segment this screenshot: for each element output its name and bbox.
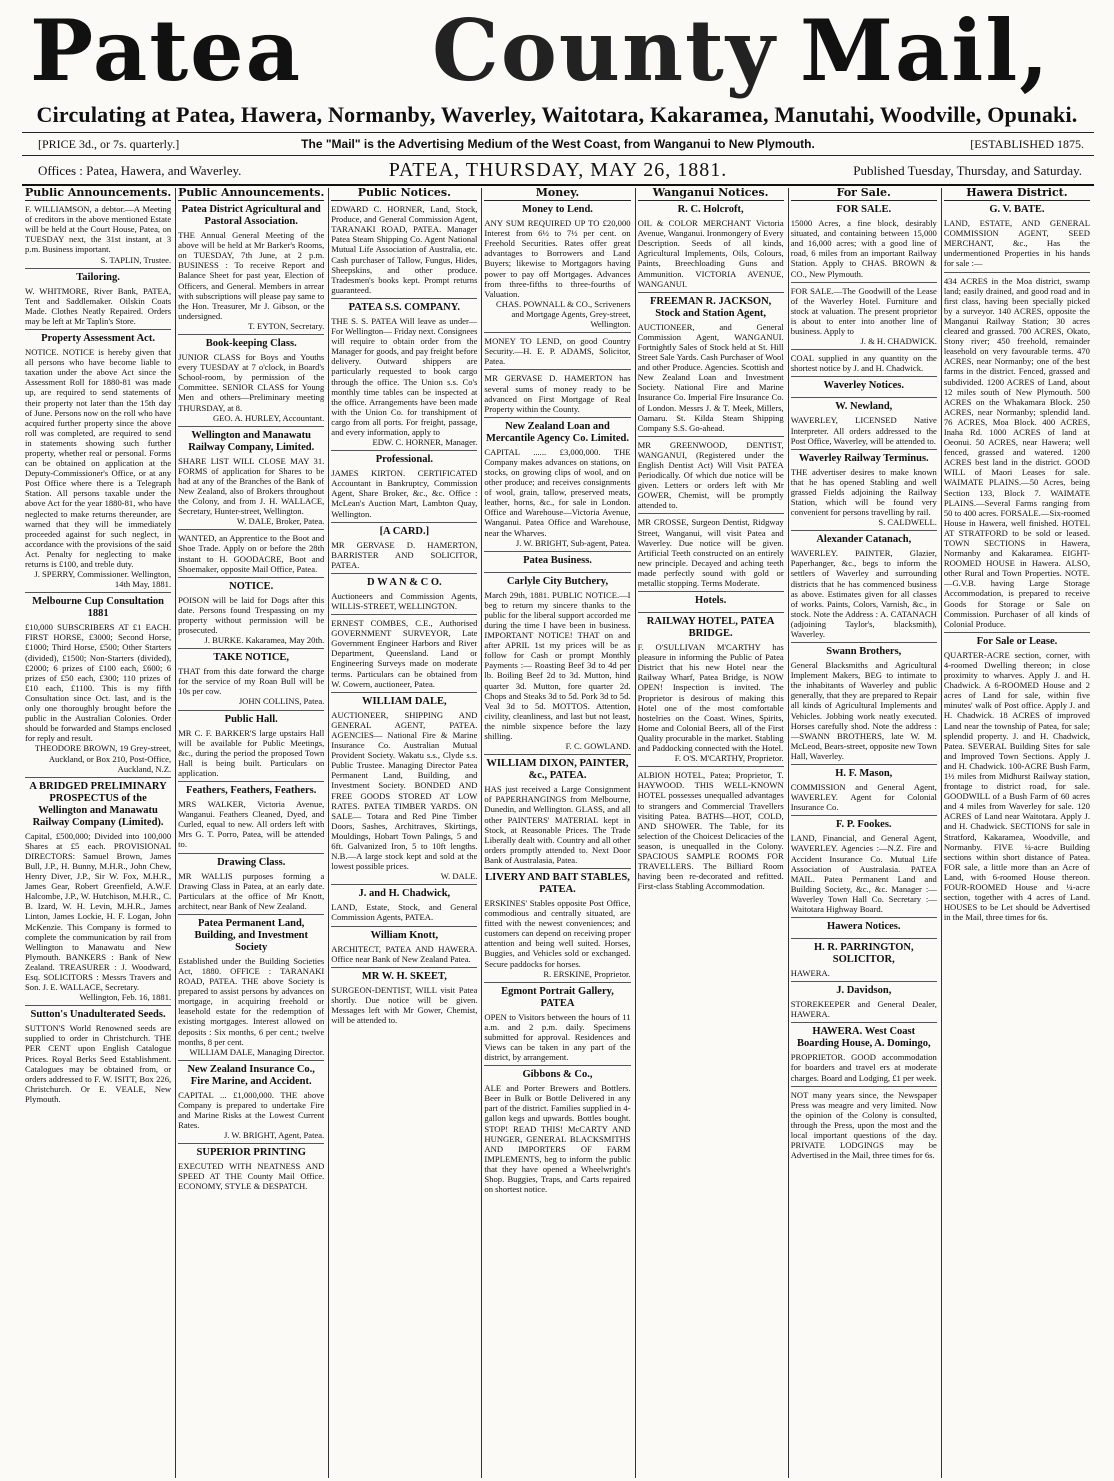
ad-signature: J. SPERRY, Commissioner. Wellington, 14th May, 1881. [34,569,172,590]
advertisement [791,1090,937,1164]
ad-heading: Wellington and Manawatu Railway Company, Limited. [188,429,315,453]
ad-heading: Sutton's Unadulterated Seeds. [30,1009,166,1021]
ad-heading: W. Newland, [835,401,893,413]
established: [ESTABLISHED 1875. [970,137,1084,151]
ad-text: Capital, £500,000; Divided into 100,000 Shares at £5 each. PROVISIONAL DIRECTORS: Samuel Brown, James Bull, J.P., H. Bunny, M.H.R., John Chew, Henry Diver, J.P., Sir W. Fox, M.H.R., James Gear, Robert Greenfield, A.W.F. Halcombe, J.P., W. Hutchison, M.H.R., C. B. Izard, W. H. Levin, M.H.R., James Linton, James Lockie, H. F. Logan, John McKenzie. This Company is formed to complete the communication by rail from Wellington to Manawatu and New Plymouth. BANKERS : Bank of New Zealand. TREASURER : J. Woodward, Esq. SOLICITORS : Messrs Travers and Son. J. E. WALLACE, Secretary. [25,830,172,993]
ad-text: SURGEON-DENTIST, WILL visit Patea shortly. Due notice will be given. Messages left with Mr Gower, Chemist, will be attended to. [331,984,478,1025]
advertisement [25,272,171,330]
ad-text: EDWARD C. HORNER, Land, Stock, Produce, and General Commission Agent, TARANAKI ROAD, PATEA. Manager Patea Steam Shipping Co. Agent National Mutual Life Association of Australia, etc. Cash purchaser of Tallow, Fungus, Hides, Sheepskins, and other produce. Tradesmen's books kept. Prompt returns guaranteed. [331,204,478,295]
advertisement [331,971,477,1028]
advertisement [331,618,477,693]
ad-heading: FREEMAN R. JACKSON, Stock and Station Agent, [649,295,772,319]
column [25,188,171,1478]
column [484,188,630,1478]
subline [22,137,1094,153]
ad-text: AUCTIONEER, SHIPPING AND GENERAL AGENT, PATEA. AGENCIES— National Fire & Marine Insurance Co. Australian Mutual Provident Society. Wakatu s.s., Clyde s.s. Public Trustee. Managing Director Patea Permanent Land, Building, and Investment Society. BONDED AND FREE GOODS STORED AT LOW RATES. PATEA TIMBER YARDS. ON SALE— Totara and Red Pine Timber Doors, Sashes, Architraves, Skirtings, Mouldings, Hobart Town Palings, 5 and 6ft. Galvanized Iron, 5 to 10ft lengths. N.B.—A large stock kept and sold at the lowest possible prices. [331,709,478,872]
ad-heading: Melbourne Cup Consultation 1881 [32,596,164,620]
ad-text: QUARTER-ACRE section, corner, with 4-roomed Dwelling thereon; in close proximity to wharves. Apply J. and H. Chadwick. A 6-ROOMED House and 2 acres of Land for sale, within five minutes' walk of Post office. Apply J. and H. Chadwick. 18 ACRES of improved Land near the township of Patea, for sale; splendid property. J. and H. Chadwick, Patea. SEVERAL Building Sites for sale and Improved Town Sections. Apply J. and H. Chadwick. 100-ACRE Bush Farm, 1½ miles from Midhurst Railway station, frontage to district road, for sale. GOODWILL of a Bush Farm of 60 acres and 4 miles from Waverley for sale. 120 ACRES of Land near Waitotara. Apply J. and H. Chadwick. SECTIONS for sale in Stratford, Kakaramea, Woodville, and Normanby. FIVE ¼-acre Building sections within short distance of Patea. FOR sale, a little more than an Acre of Land, with 6-roomed House thereon. FOUR-ROOMED House and ¼-acre section, together with 4 acres of Land. HOUSES to be Let should be Advertised in the Mail, three times for 6s. [943,649,1090,923]
ad-heading: PATEA S.S. COMPANY. [348,301,461,313]
ad-text: STOREKEEPER and General Dealer, HAWERA. [790,999,937,1020]
advertisement [178,1064,324,1144]
advertisement [791,401,937,449]
ad-text: F. O'SULLIVAN M'CARTHY has pleasure in informing the Public of Patea District that his new Hotel near the Railway Wharf, Patea Bridge, is NOW OPEN! Inspection is invited. The Proprietor is desirous of making this Hotel one of the most comfortable hostelries on the Coast. Wines, Spirits, Home and Colonial Beers, all of the First Quality procurable in the market. Stabling and Paddocking connected with the Hotel. [637,642,784,754]
advertisement [944,204,1090,272]
ad-heading: New Zealand Loan and Mercantile Agency Co. Limited. [485,420,629,444]
ad-text: ALBION HOTEL, Patea; Proprietor, T. HAYWOOD. THIS WELL-KNOWN HOTEL possesses unequalled advantages to strangers and Commercial Travellers visiting Patea. BATHS—HOT, COLD, AND SHOWER. The Table, for its selection of the Choicest Delicacies of the season, is unequalled in the Colony. SPACIOUS SAMPLE ROOMS FOR TRAVELLERS. The Billiard Room having been re-decorated and refitted. First-class Stabling Accommodation. [637,770,784,892]
ad-text: 15000 Acres, a fine block, desirably situated, and containing between 15,000 and 16,000 acres; with a good line of road, 6 miles from an important Railway Station. Apply to CHAS. BROWN & CO., New Plymouth. [790,218,937,279]
ad-text: WAVERLEY, LICENSED Native Interpreter. All orders addressed to the Post Office, Waverley, will be attended to. [790,415,937,446]
ad-text: AUCTIONEER, and General Commission Agent, WANGANUI. Fortnightly Sales of Stock held at St. Hill Street Sale Yards. Cash Purchaser of Wool and other Produce. Agencies. Scottish and New Zealand Loan and Investment Society. National Fire and Marine Insurance Co. Imperial Fire Insurance Co. of London. Messrs J. & T. Meek, Millers, Oamaru. St. Kilda Steam Shipping Company S.S. Go-ahead. [637,321,784,433]
advertisement [331,302,477,451]
ad-text: THE advertiser desires to make known that he has opened Stabling and well grassed Fields adjoining the Railway Station, which will be found very convenient for persons travelling by rail. [790,466,937,518]
ad-signature: GEO. A. HURLEY, Accountant. [212,412,325,423]
advertisement [178,857,324,915]
advertisement [178,533,324,577]
ad-text: OPEN to Visitors between the hours of 11 a.m. and 2 p.m. daily. Specimens submitted for approval. Residences and Views can be taken in any part of the district, by arrangement. [484,1011,631,1063]
advertisement [638,440,784,515]
column-rule [328,188,329,1478]
ad-text: LAND, Estate, Stock, and General Commission Agents, PATEA. [331,902,478,923]
column-heading: Public Announcements. [25,188,171,201]
ad-text: MRS WALKER, Victoria Avenue, Wanganui. Feathers Cleaned, Dyed, and Curled, equal to new. All orders left with Mrs G. T. Porro, Patea, will be attended to. [178,799,325,850]
ad-text: ERNEST COMBES, C.E., Authorised GOVERNMENT SURVEYOR, Late Government Engineer Harbors and River Department, Queensland. Land or Engineering Surveys made on moderate terms. Particulars can be obtained from W. Cowern, auctioneer, Patea. [331,618,478,689]
ad-text: NOTICE. NOTICE is hereby given that all persons who have become liable to taxation under the above Act since the Assessment Roll for 1880-81 was made up, are required to send statements of their property not later than the 15th day of June. Persons now on the roll who have acquired further property since the above roll was completed, are required to send in statements showing such further property, whether real or personal. Forms can be obtained on application at the Deputy-Commissioner's Office, or at any Post Office where there is a Telegraph Station. All persons taxable under the above Act for the year 1880-81, who have neglected to make returns thereunder, are warned that they will be immediately proceeded against for such neglect, in accordance with the provisions of the said Act. Penalty for neglecting to make returns is £100, and treble duty. [25,347,172,569]
ad-text: F. WILLIAMSON, a debtor.—A Meeting of creditors in the above mentioned Estate will be held at the Court House, Patea, on TUESDAY next, the 31st instant, at 3 p.m. Business important. [25,204,172,255]
ad-heading: Carlyle City Butchery, [506,575,609,587]
advertisement [791,353,937,377]
ad-signature: J. W. BRIGHT, Agent, Patea. [223,1130,325,1141]
ad-text: LAND, Financial, and General Agent, WAVERLEY. Agencies :—N.Z. Fire and Accident Insurance Co. Mutual Life Association of Australasia. PATEA MAIL. Patea Permanent Land and Building Society, &c., &c. Manager :—Waverley Town Hall Co. Secretary :—Waitotara Highway Board. [790,833,937,914]
ad-text: EXECUTED WITH NEATNESS AND SPEED AT THE County Mail Office. ECONOMY, STYLE & DESPATCH. [178,1161,325,1192]
advertisement [638,517,784,592]
ad-heading: RAILWAY HOTEL, PATEA BRIDGE. [646,616,775,640]
ad-text: MR GREENWOOD, DENTIST, WANGANUI, (Registered under the English Dentist Act) Will Visit PATEA Periodically. Of which due notice will be given. Letters or orders left with Mr GOWER, Chemist, will be promptly attended to. [637,439,784,511]
ad-text: PROPRIETOR. GOOD accommodation for boarders and travel ers at moderate charges. Board and Lodging, £1 per week. [790,1052,937,1083]
column [791,188,937,1478]
ad-heading: Drawing Class. [217,856,286,868]
ad-heading: Patea Business. [523,554,592,566]
ad-text: Auctioneers and Commission Agents, WILLIS-STREET, WELLINGTON. [331,590,478,611]
ad-heading: Hotels. [695,595,727,607]
ad-text: THAT from this date forward the charge for the service of my Roan Bull will be 10s per cow. [178,666,325,697]
ad-signature: W. DALE. [440,871,478,882]
advertisement [791,768,937,816]
newspaper-title [0,2,1114,100]
ad-text: FOR SALE.—The Goodwill of the Lease of the Waverley Hotel. Furniture and stock at valuation. The present proprietor is about to enter into another line of business. Apply to [790,285,937,337]
advertisement [484,872,630,983]
column-rule [941,188,942,1478]
advertisement [638,204,784,293]
advertisement [791,1026,937,1086]
advertisement [178,1147,324,1194]
ad-heading: Public Hall. [224,713,278,725]
rule [22,155,1094,156]
ad-text: THE S. S. PATEA Will leave as under— For Wellington— Friday next. Consignees will require to obtain order from the Manager for goods, and pay freight before delivery. Outward shippers are particularly requested to book cargo through the office. The Union s.s. Co's monthly time tables can be inspected at the office. Arrangements have been made with the Union Co. for transhipment of cargo from all ports. For freight, passage, and every information, apply to [331,315,478,437]
title-word-3: Mail, [800,1,1051,100]
ad-signature: S. TAPLIN, Trustee. [100,254,172,265]
advertisement [484,421,630,552]
ad-heading: LIVERY AND BAIT STABLES, PATEA. [485,871,630,895]
ad-text: MONEY TO LEND, on good Country Security.—H. E. P. ADAMS, Solicitor, Patea. [484,336,631,367]
price: [PRICE 3d., or 7s. quarterly.] [38,137,180,151]
advertisement [331,696,477,886]
advertisement [484,576,630,756]
ad-signature: F. C. GOWLAND. [565,741,631,752]
ad-heading: SUPERIOR PRINTING [196,1147,306,1159]
circulating-line: Circulating at Patea, Hawera, Normanby, Waverley, Waitotara, Kakaramea, Manutahi, Woodville, Opunaki. [36,102,1078,127]
ad-text: THE Annual General Meeting of the above will be held at Mr Barker's Rooms, on TUESDAY, 7th June, at 2 p.m. BUSINESS : To receive Report and Balance Sheet for past year, Election of Officers, and General. Members in arrear with subscriptions will please pay same to the Hon. Treasurer, Mr J. Gibson, or the undersigned. [178,230,325,321]
advertisement [484,555,630,573]
dateline [22,159,1094,183]
ad-heading: J. and H. Chadwick, [358,888,451,900]
advertisement [791,646,937,765]
column-rule [175,188,176,1478]
ad-heading: WILLIAM DALE, [362,695,447,707]
ad-text: W. WHITMORE, River Bank, PATEA, Tent and Saddlemaker. Oilskin Coats Made. Clothes Neatly Repaired. Orders may be left at Mr Taplin's Store. [25,285,172,326]
advertisement [178,714,324,782]
rule [22,184,1094,186]
ad-text: General Blacksmiths and Agricultural Implement Makers, BEG to intimate to the inhabitants of Waverley and public generally, that they are prepared to Repair all kinds of Agricultural Implements and Vehicles. Jobbing work neatly executed. Horses carefully shod. Note the address :—SWANN BROTHERS, late W. M. McLeod, Bears-street, opposite new Town Hall, Waverley. [790,660,937,761]
title-word-2: County [432,1,777,100]
ad-heading: NOTICE. [229,580,274,592]
ad-signature: S. CALDWELL. [878,517,937,528]
column [638,188,784,1478]
ad-heading: Egmont Portrait Gallery, PATEA [501,985,614,1009]
advertisement [638,595,784,613]
ad-heading: R. C. Holcroft, [677,204,744,216]
ad-text: COAL supplied in any quantity on the shortest notice by J. and H. Chadwick. [790,353,937,374]
advertisement [791,534,937,643]
ad-signature: J. & H. CHADWICK. [860,336,937,347]
advertisement [178,204,324,335]
ad-text: MR CROSSE, Surgeon Dentist, Ridgway Street, Wanganui, will visit Patea and Waverley. Due notice will be given. Artificial Teeth constructed on an entirely new principle. Decayed and aching teeth made perfectly sound with gold or metallic stopping. Terms Moderate. [637,517,784,588]
column-heading: Wanganui Notices. [638,188,784,201]
ad-signature: JOHN COLLINS, Patea. [238,696,325,707]
advertisement [791,204,937,283]
advertisement [25,596,171,777]
motto: The "Mail" is the Advertising Medium of the West Coast, from Wanganui to New Plymouth. [301,137,815,151]
ad-signature: T. EYTON, Secretary. [248,320,325,331]
ad-signature: WILLIAM DALE, Managing Director. [189,1046,325,1057]
advertisement [638,296,784,437]
column-heading: Public Announcements. [178,188,324,201]
advertisement [484,1069,630,1197]
column-heading: Public Notices. [331,188,477,201]
column-rule [788,188,789,1478]
advertisement [638,770,784,894]
ad-heading: Alexander Catanach, [816,534,912,546]
ad-text: NOT many years since, the Newspaper Press was meagre and very limited. Now the opinion of the Colony is consulted, through the Press, upon the most and the local important questions of the day. PRIVATE LODGINGS may be Advertised in the Mail, three times for 6s. [790,1089,937,1161]
offices: Offices : Patea, Hawera, and Waverley. [38,163,242,178]
advertisement [791,286,937,351]
ad-signature: J. BURKE. Kakaramea, May 20th. [204,635,325,646]
advertisement [484,336,630,370]
ad-heading: William Knott, [370,929,439,941]
ad-heading: D W A N & C O. [367,576,442,588]
advertisement [178,338,324,427]
ad-text: MR GERVASE D. HAMERTON, BARRISTER AND SOLICITOR, PATEA. [331,539,478,570]
ad-text: CAPITAL ... £1,000,000. THE above Company is prepared to undertake Fire and Marine Risks at the Lowest Current Rates. [178,1089,325,1131]
ad-heading: Money to Lend. [522,204,593,216]
ad-signature: F. O'S. M'CARTHY, Proprietor. [674,753,784,764]
advertisement [484,758,630,869]
ad-text: CAPITAL ...... £3,000,000. THE Company makes advances on stations, on stocks, on growing clips of wool, and on other produce; and receives consignments of wool, grain, tallow, preserved meats, leather, horns, &c., for sale in London. Office and Warehouse—Victoria Avenue, Wanganui. Patea Office and Warehouse, near the Wharves. [484,446,631,538]
advertisement [331,577,477,615]
ad-text: COMMISSION and General Agent, WAVERLEY. Agent for Colonial Insurance Co. [790,782,937,813]
ad-text: JAMES KIRTON. CERTIFICATED Accountant in Bankruptcy, Commission Agent, Share Broker, &c., &c. Office : McLean's Auction Mart, Lambton Quay, Wellington. [331,468,478,519]
ad-text: ANY SUM REQUIRED UP TO £20,000 Interest from 6½ to 7½ per cent. on Freehold Securities. Rates offer great advantages to Borrowers and Land Buyers; likewise to Mortgagors having power to pay off Mortgages. Advances from three-fifths to three-fourths of Valuation. [484,218,631,299]
ad-signature: W. DALE, Broker, Patea. [236,516,325,527]
ad-heading: Property Assessment Act. [41,333,155,345]
advertisement [25,333,171,593]
column [944,188,1090,1478]
ad-heading: F. P. Fookes. [836,819,892,831]
column-heading: Hawera District. [944,188,1090,201]
advertisement [791,985,937,1023]
ad-signature: Wellington, Feb. 16, 1881. [79,992,172,1003]
ad-text: £10,000 SUBSCRIBERS AT £1 EACH. FIRST HORSE, £3000; Second Horse, £1000; Third Horse, £500; Other Starters (divided), £1500; Non-Starters (divided), £2000; 6 prizes of £100 each, £600; 6 prizes of £50 each, £300; 110 prizes of £10 each, £1100. This is my fifth Consultation since Oct. last, and is the only one thoroughly brought before the public in the Australian Colonies. Order should be forwarded and Stamps enclosed for reply and result. [25,622,172,744]
ad-heading: Waverley Notices. [823,380,905,392]
title-word-1: Patea [30,1,303,100]
advertisement [178,430,324,531]
advertisement [178,581,324,649]
ad-signature: R. ERSKINE, Proprietor. [543,968,631,979]
rule [22,132,1094,133]
advertisement [331,888,477,926]
column-heading: For Sale. [791,188,937,201]
advertisement [25,781,171,1007]
advertisement [484,204,630,333]
advertisement [331,454,477,522]
masthead [0,0,1114,190]
advertisement [484,986,630,1066]
published: Published Tuesday, Thursday, and Saturday. [853,163,1082,178]
advertisement [638,616,784,767]
ad-heading: H. R. PARRINGTON, SOLICITOR, [813,942,914,966]
advertisement [791,819,937,918]
column [331,188,477,1478]
ad-text: HAWERA. [790,968,830,979]
column [178,188,324,1478]
advertisement [25,204,171,269]
ad-heading: Feathers, Feathers, Feathers. [186,785,317,797]
ad-text: HAS just received a Large Consignment of PAPERHANGINGS from Melbourne, Dunedin, and Wellington. GLASS, and all other PAINTERS' MATERIAL kept in Stock, at Reasonable Prices. The Trade Liberally dealt with. Country and all other orders promptly attended to. Next Door Bank of Australasia, Patea. [484,784,631,865]
ad-heading: Professional. [375,454,433,466]
ad-heading: Book-keeping Class. [205,338,297,350]
ad-text: SHARE LIST WILL CLOSE MAY 31. FORMS of application for Shares to be had at any of the Branches of the Bank of New Zealand, also of Brokers throughout the Colony, and from J. H. WALLACE, Secretary, Hunter-street, Wellington. [178,455,325,517]
ad-text: ALE and Porter Brewers and Bottlers. Beer in Bulk or Bottle Delivered in any part of the district. Families supplied in 4-gallon kegs and upwards. Bottles bought. STOP! READ THIS! McCARTY AND HUNGER, GENERAL BLACKSMITHS AND IMPORTERS OF FARM IMPLEMENTS, beg to inform the public that they have opened a Wheelwright's Shop. Buggies, Traps, and Carts repaired on shortest notice. [484,1083,631,1195]
ad-heading: A BRIDGED PRELIMINARY PROSPECTUS of the Wellington and Manawatu Railway Company (Limited). [29,780,167,828]
ad-text: March 29th, 1881. PUBLIC NOTICE.—I beg to return my sincere thanks to the public for the liberal support accorded me during the time I have been in business. IMPORTANT NOTICE! THAT on and after APRIL 1st my prices will be as follow for Cash or prompt Monthly Payments :— Roasting Beef 3d to 4d per lb. Boiling Beef 2d to 3d. Mutton, hind quarter 3d. Mutton, fore quarter 2d. Chops and Steaks 3d to 5d. Pork 3d to 5d. Veal 3d to 5d. MOTTOS. Attention, civility, cleanliness, and last but not least, the nimble sixpence before the lazy shilling. [484,589,631,742]
ad-heading: Waverley Railway Terminus. [798,452,929,464]
ad-heading: HAWERA. West Coast Boarding House, A. Domingo, [796,1026,931,1050]
ad-heading: New Zealand Insurance Co., Fire Marine, and Accident. [187,1063,315,1087]
ad-text: 434 ACRES in the Moa district, swamp land; easily drained, and good road and in first class, having been specially picked by a surveyor. 140 ACRES, opposite the Manganui Railway Station; 30 acres cleared and grassed. 700 ACRES, Okato, Stony river; 450 freehold, remainder leasehold on very favourable terms. 470 ACRES, near Normanby; one of the best farms in the district. Fenced, grassed and subdivided. 1200 ACRES of Land, about 12 miles south of New Plymouth. 500 ACRES on the Whakamara Block. 250 ACRES, near Normanby; splendid land. 76 ACRES, Moa Block. 400 ACRES, Inaha Rd. 1000 ACRES of land at Oeonui. 50 ACRES, near Hawera; well fenced, grassed and watered. 1200 ACRES best land in the district. GOOD WILL of Maori Leases for sale. WAIMATE PLAINS.—50 Acres, being Section 133, Block 7. WAIMATE PLAINS.—Several Farms ranging from 50 to 400 acres. FORSALE.—Six-roomed House in Hawera, well finished. HOTEL AT STRATFORD to be sold or leased. TOWN SECTIONS in Hawera, Normanby and Kakaramea. EIGHT-ROOMED HOUSE in Hawera. ALSO, other Rural and Town Properties. NOTE.—G.V.B. having Large Storage Accommodation, is prepared to receive Goods for Storage or Sale on Commission. Purchaser of all kinds of Colonial Produce. [943,275,1090,629]
ad-heading: Hawera Notices. [827,921,901,933]
ad-text: MR GERVASE D. HAMERTON has several sums of money ready to be advanced on First Mortgage of Real Property within the County. [484,373,631,414]
ad-heading: WILLIAM DIXON, PAINTER, &c., PATEA. [486,758,629,782]
ad-text: JUNIOR CLASS for Boys and Youths every TUESDAY at 7 o'clock, in Board's School-room, by permission of the Committee. SENIOR CLASS for Young Men and others—Preliminary meeting THURSDAY, at 8. [178,352,325,413]
advertisement [484,373,630,417]
advertisement [791,942,937,982]
column-rule [635,188,636,1478]
advertisement [331,204,477,299]
advertisement [331,930,477,968]
ad-text: SUTTON'S World Renowned seeds are supplied to order in Christchurch. THE PER CENT upon English Catalogue Prices. Royal Berks Seed Establishment. Catalogues may be obtained from, or orders addressed to F. W. ISITT, Box 226, Christchurch. Or E. VEALE, New Plymouth. [25,1023,172,1104]
ad-heading: Swann Brothers, [826,646,902,658]
ad-text: LAND, ESTATE, AND GENERAL COMMISSION AGENT, SEED MERCHANT, &c., Has the undermentioned Properties in his hands for sale :— [943,218,1090,269]
column-rule [481,188,482,1478]
ad-heading: FOR SALE. [836,204,892,216]
ad-text: MR WALLIS purposes forming a Drawing Class in Patea, at an early date. Particulars at the office of Mr Knott, architect, near Bank of New Zealand. [178,870,325,911]
ad-text: Established under the Building Societies Act, 1880. OFFICE : TARANAKI ROAD, PATEA. THE above Society is prepared to assist persons by advances on mortgage, in acquiring freehold or leasehold estate for the redemption of existing mortgages. Interest allowed on deposits : Six months, 6 per cent.; twelve months, 8 per cent. [178,955,325,1047]
ad-heading: Patea District Agricultural and Pastoral Association. [181,204,321,228]
ad-text: MR C. F. BARKER'S large upstairs Hall will be available for Public Meetings, &c., during the period the proposed Town Hall is being built. Particulars on application. [178,727,325,778]
ad-text: OIL & COLOR MERCHANT Victoria Avenue, Wanganui. Ironmongery of Every Description. Seeds of all kinds, Agricultural Implements, Oils, Colours, Paints, Breechloading Guns and Ammunition. VICTORIA AVENUE, WANGANUI. [637,218,784,289]
ad-heading: TAKE NOTICE, [213,652,290,664]
advertisement [791,380,937,398]
ad-text: ERSKINES' Stables opposite Post Office, commodious and centrally situated, are fitted with the newest conveniences; and customers can depend on receiving proper attention and being well suited. Horses, Buggies, and Vehicles sold or exchanged. Secure paddocks for horses. [484,897,631,969]
date: PATEA, THURSDAY, MAY 26, 1881. [388,159,728,181]
advertisement [944,276,1090,633]
ad-text: POISON will be laid for Dogs after this date. Persons found Trespassing on my property without permission will be prosecuted. [178,594,325,635]
ad-heading: Gibbons & Co., [522,1069,593,1081]
advertisement [25,1009,171,1107]
advertisement [178,785,324,853]
ad-heading: Tailoring. [76,271,120,283]
advertisement [178,652,324,710]
ad-text: WAVERLEY. PAINTER, Glazier, Paperhanger, &c., begs to inform the settlers of Waverley and surrounding districts that he has commenced business as above. Estimates given for all classes of works. Paints, Colors, Varnish, &c., in stock. Note the Address : A. CATANACH (adjoining Taylor's, blacksmith), Waverley. [790,548,937,639]
ad-heading: [A CARD.] [379,525,430,537]
ad-signature: CHAS. POWNALL & CO., Scriveners and Mortgage Agents, Grey-street, Wellington. [496,298,631,330]
ad-heading: MR W. H. SKEET, [361,970,447,982]
advertisement [791,453,937,532]
advertisement [791,921,937,939]
advertisement [178,918,324,1061]
ad-heading: H. F. Mason, [835,768,893,780]
columns [22,188,1094,1478]
ad-text: ARCHITECT, PATEA AND HAWERA. Office near Bank of New Zealand Patea. [331,943,478,964]
ad-signature: EDW. C. HORNER, Manager. [372,437,478,448]
ad-signature: THEODORE BROWN, 19 Grey-street, Auckland, or Box 210, Post-Office, Auckland, N.Z. [34,743,172,774]
ad-text: WANTED, an Apprentice to the Boot and Shoe Trade. Apply on or before the 28th instant to H. GOODACRE, Boot and Shoemaker, opposite Mail Office, Patea. [178,533,325,574]
ad-heading: For Sale or Lease. [976,635,1058,647]
advertisement [944,636,1090,926]
advertisement [331,526,477,574]
ad-signature: J. W. BRIGHT, Sub-agent, Patea. [515,537,631,548]
column-heading: Money. [484,188,630,201]
ad-heading: Patea Permanent Land, Building, and Investment Society [194,917,308,953]
ad-heading: G. V. BATE. [989,204,1045,216]
ad-heading: J. Davidson, [836,985,892,997]
